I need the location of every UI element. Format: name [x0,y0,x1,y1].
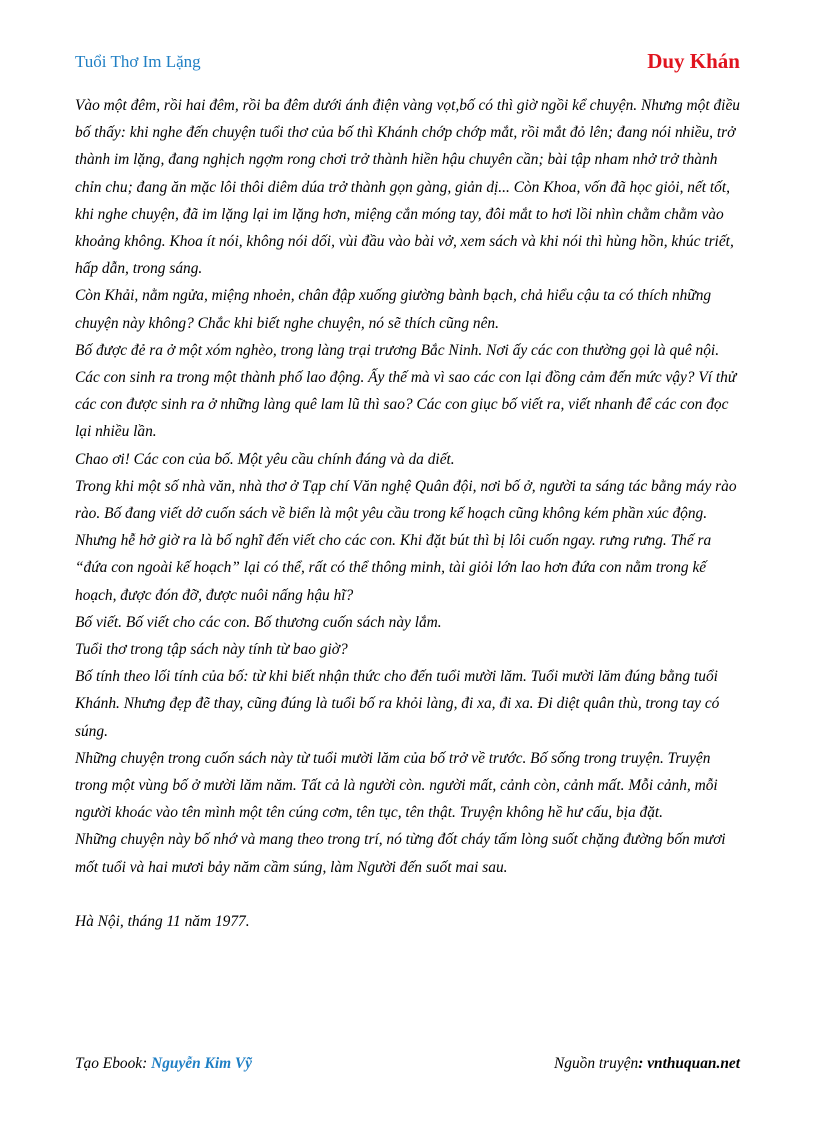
paragraph: Những chuyện trong cuốn sách này từ tuổi mười lăm của bố trở về trước. Bố sống trong truyện. Truyện trong một vùng bố ở mười lăm năm. Tất cả là người còn. người mất, cảnh còn, cảnh mất. Mỗi cảnh, mỗi người khoác vào tên mình một tên cúng cơm, tên tục, tên thật. Truyện không hề hư cấu, bịa đặt. [75,749,718,822]
ebook-separator: : [142,1055,152,1072]
source-site: vnthuquan.net [647,1055,740,1072]
paragraph: Vào một đêm, rồi hai đêm, rồi ba đêm dưới ánh điện vàng vọt,bố có thì giờ ngồi kể chuyện. Nhưng một điều bố thấy: khi nghe đến chuyện tuổi thơ của bố thì Khánh chớp chớp mắt, rồi mắt đỏ lên; đang nói nhiều, trở thành im lặng, đang nghịch ngợm rong chơi trở thành hiền hậu chuyên cần; bài tập nham nhở trở thành chỉn chu; đang ăn mặc lôi thôi diêm dúa trở thành gọn gàng, giản dị... Còn Khoa, vốn đã học giỏi, nết tốt, khi nghe chuyện, đã im lặng lại im lặng hơn, miệng cắn móng tay, đôi mắt to hơi lồi nhìn chằm chằm vào khoảng không. Khoa ít nói, không nói dối, vùi đầu vào bài vở, xem sách và khi nói thì hùng hồn, khúc triết, hấp dẫn, trong sáng. [75,97,740,278]
source-separator: : [638,1055,648,1072]
paragraph: Bố viết. Bố viết cho các con. Bố thương cuốn sách này lắm. [75,613,442,631]
paragraph: Trong khi một số nhà văn, nhà thơ ở Tạp chí Văn nghệ Quân đội, nơi bố ở, người ta sáng tác bằng máy rào rào. Bố đang viết dở cuốn sách về biển là một yêu cầu trong kế hoạch cũng không kém phần xúc động. Nhưng hễ hở giờ ra là bố nghĩ đến viết cho các con. Khi đặt bút thì bị lôi cuốn ngay. rưng rưng. Thế ra “đứa con ngoài kế hoạch” lại có thể, rất có thể thông minh, tài giỏi lớn lao hơn đứa con nằm trong kế hoạch, được đón đỡ, được nuôi nấng hậu hĩ? [75,477,737,604]
ebook-label: Tạo Ebook [75,1055,143,1072]
paragraph: Bố tính theo lối tính của bố: từ khi biết nhận thức cho đến tuổi mười lăm. Tuổi mười lăm đúng bằng tuổi Khánh. Nhưng đẹp đẽ thay, cũng đúng là tuổi bố ra khỏi làng, đi xa, đi xa. Đi diệt quân thù, trong tay có súng. [75,668,720,740]
ebook-creator-name: Nguyễn Kim Vỹ [151,1055,253,1072]
book-title: Tuổi Thơ Im Lặng [75,52,201,71]
body-text [75,92,745,935]
paragraph: Bố được đẻ ra ở một xóm nghèo, trong làng trại trương Bắc Ninh. Nơi ấy các con thường gọi là quê nội. [75,341,720,359]
paragraph: Các con sinh ra trong một thành phố lao động. Ấy thế mà vì sao các con lại đồng cảm đến mức vậy? Ví thử các con được sinh ra ở những làng quê lam lũ thì sao? Các con giục bố viết ra, viết nhanh để các con đọc lại nhiều lần. [75,369,737,441]
page-header [0,0,816,80]
paragraph: Chao ơi! Các con của bố. Một yêu cầu chính đáng và da diết. [75,450,455,468]
paragraph: Những chuyện này bố nhớ và mang theo trong trí, nó từng đốt cháy tấm lòng suốt chặng đường bốn mươi mốt tuổi và hai mươi bảy năm cầm súng, làm Người đến suốt mai sau. [75,831,726,876]
ebook-credit [75,1055,252,1073]
source-credit [554,1055,740,1073]
paragraph: Tuổi thơ trong tập sách này tính từ bao giờ? [75,641,348,659]
signature-line: Hà Nội, tháng 11 năm 1977. [75,913,250,931]
author-name: Duy Khán [647,49,740,73]
source-label: Nguồn truyện [553,1055,639,1072]
paragraph: Còn Khải, nằm ngửa, miệng nhoẻn, chân đập xuống giường bành bạch, chả hiểu cậu ta có thích những chuyện này không? Chắc khi biết nghe chuyện, nó sẽ thích cũng nên. [75,287,712,332]
blank-line [75,881,745,908]
